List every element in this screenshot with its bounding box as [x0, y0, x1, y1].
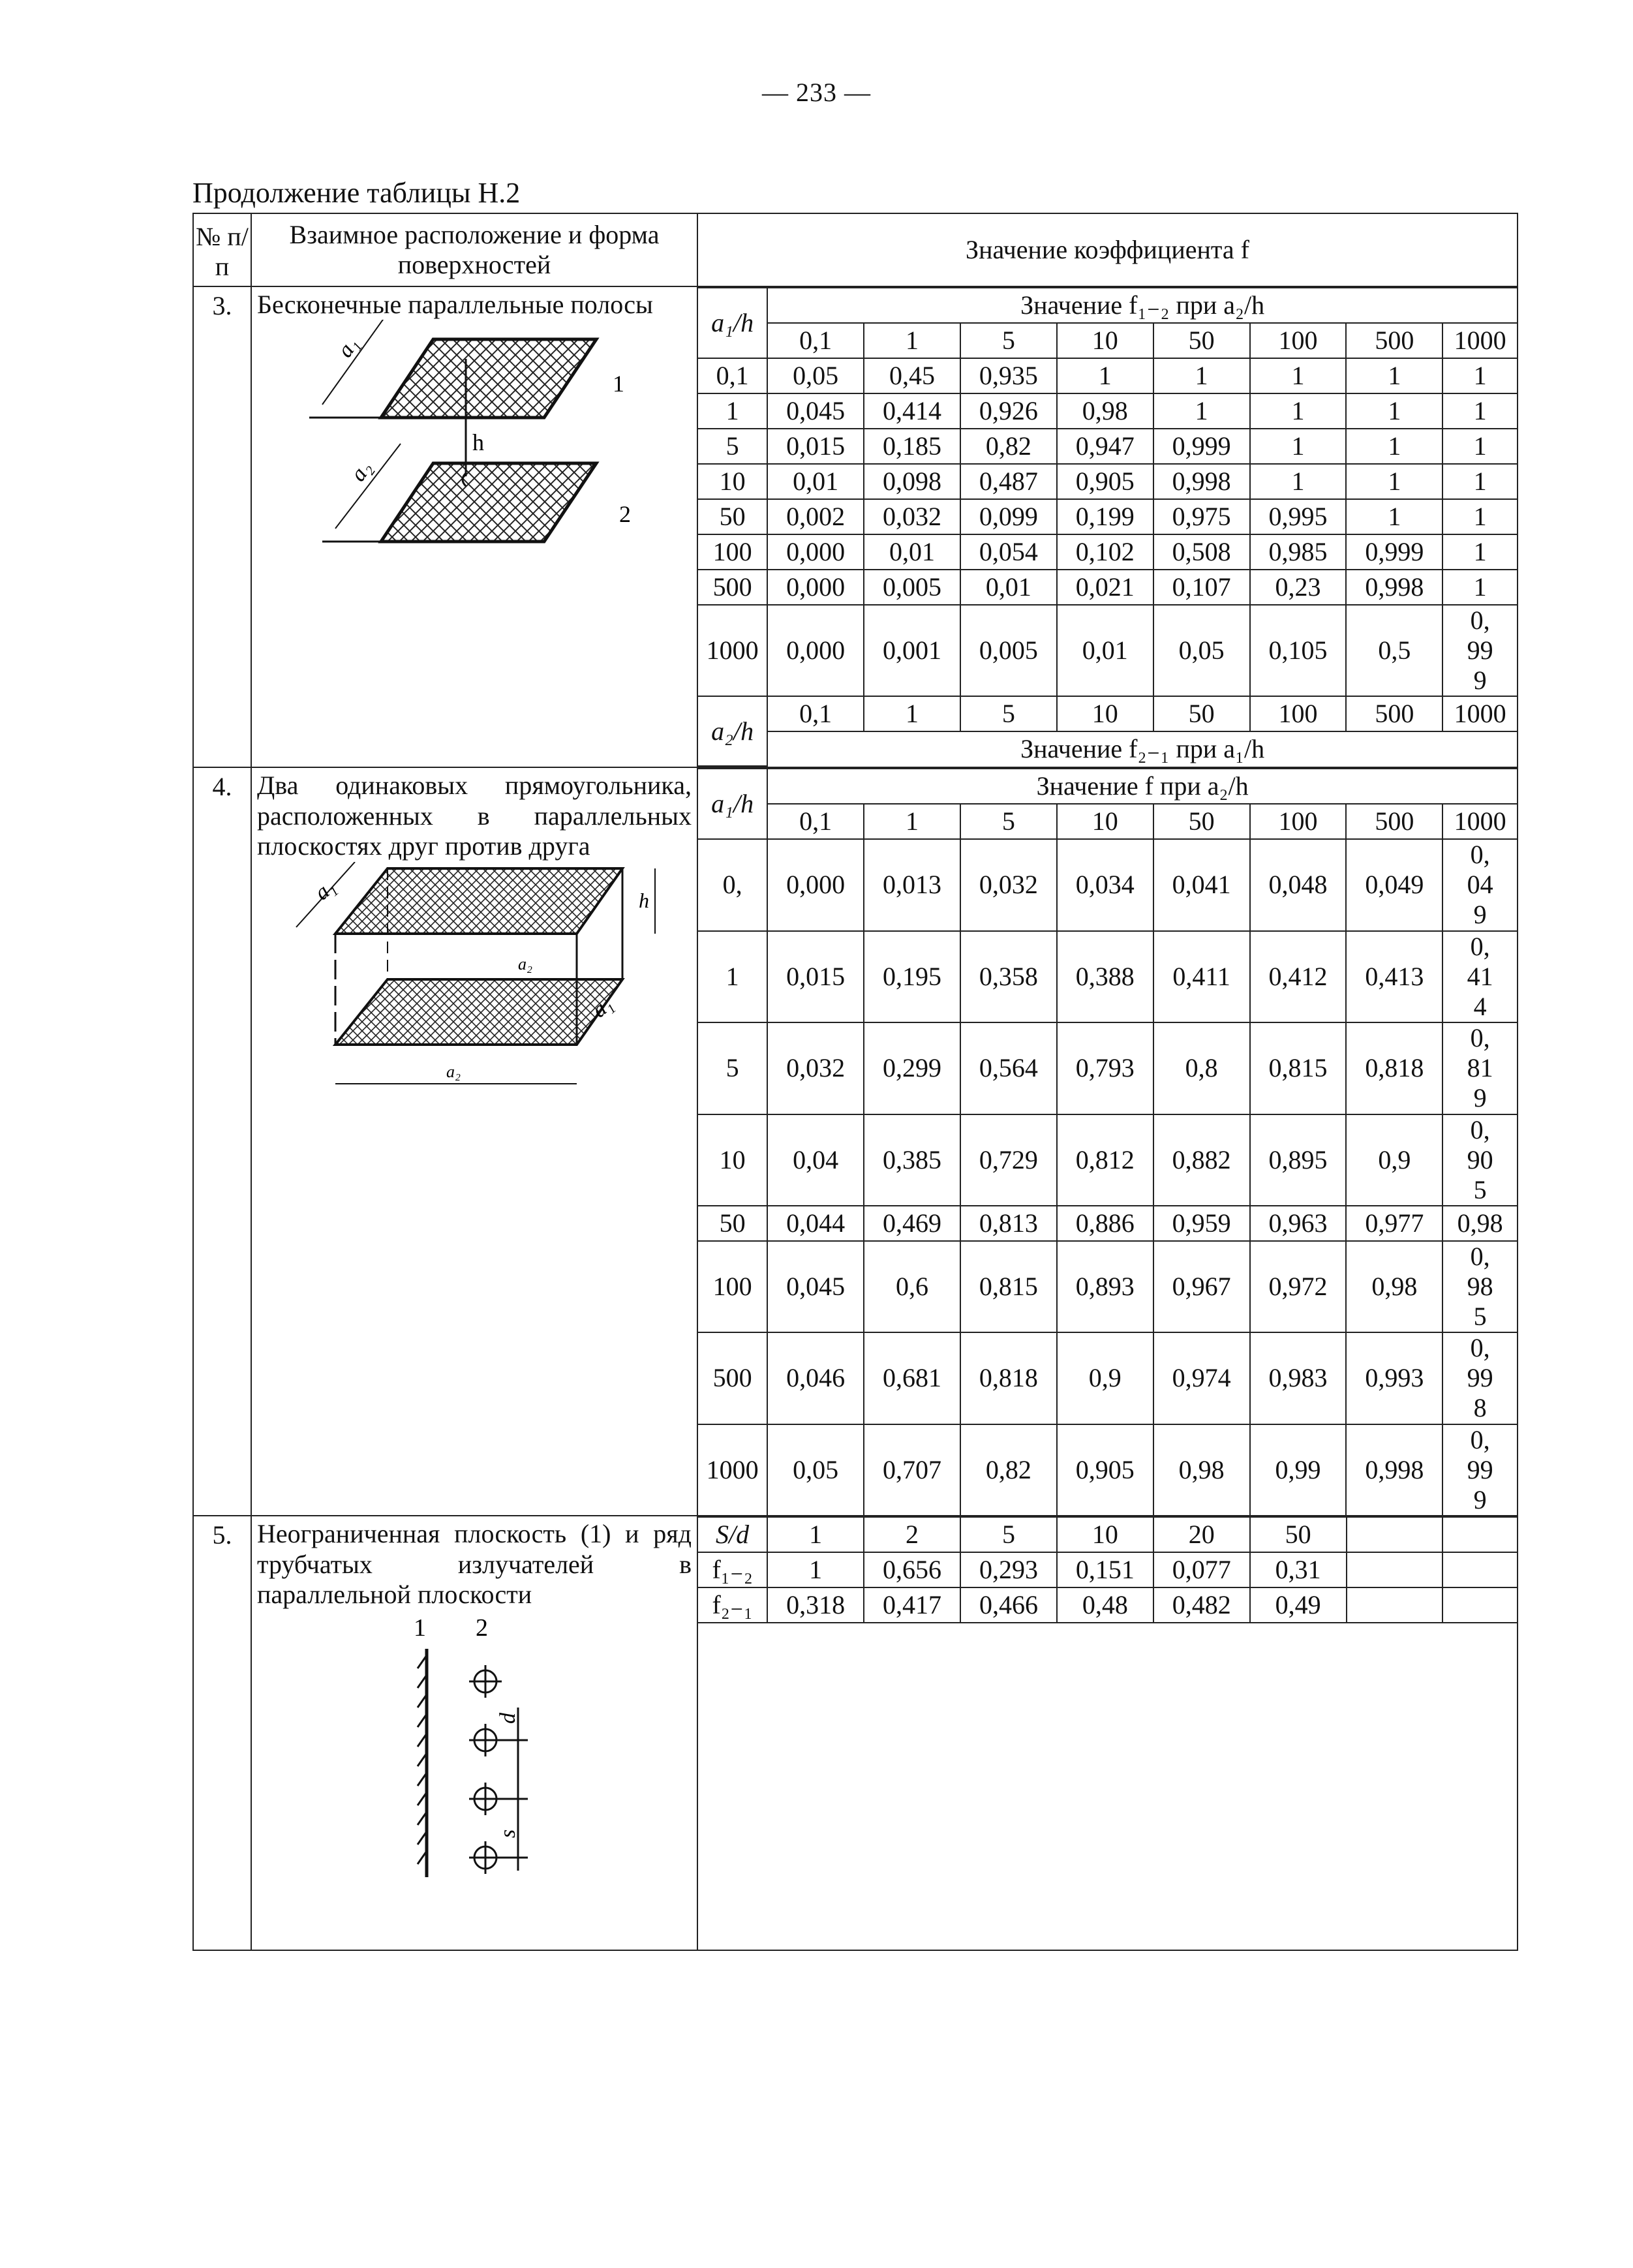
column-header: 100 — [1250, 323, 1347, 358]
table-row-3 — [193, 286, 1518, 767]
table-cell: 0,993 — [1346, 1332, 1442, 1424]
table-caption: Продолжение таблицы Н.2 — [192, 177, 521, 209]
figure-label-a2: a₂ — [346, 457, 377, 486]
table-cell: 0,000 — [767, 570, 864, 605]
table-cell: 0,385 — [864, 1114, 960, 1206]
table-cell: 1 — [1442, 464, 1517, 499]
table-cell: 0,9 — [1057, 1332, 1153, 1424]
table-cell: 0,107 — [1153, 570, 1250, 605]
row-number: 4. — [193, 767, 251, 1516]
table-cell: 0,9 — [1346, 1114, 1442, 1206]
column-header: 5 — [960, 323, 1057, 358]
table-cell: 0,886 — [1057, 1206, 1153, 1241]
table-cell: 0,021 — [1057, 570, 1153, 605]
table-cell: 0,999 — [1442, 1424, 1517, 1515]
row-header: 10 — [698, 1114, 767, 1206]
table-cell: 1 — [1153, 358, 1250, 393]
bottom-title-row — [698, 731, 1517, 766]
table-cell — [1347, 1517, 1443, 1552]
page-number: — 233 — — [762, 78, 871, 107]
table-cell: 0,034 — [1057, 839, 1153, 930]
figure-label-1: 1 — [613, 371, 624, 397]
table-cell: 0,959 — [1153, 1206, 1250, 1241]
table-cell: 0,813 — [960, 1206, 1057, 1241]
column-header: 100 — [1250, 696, 1347, 731]
table-cell: 0,013 — [864, 839, 960, 930]
table-cell: 0,999 — [1153, 429, 1250, 464]
table-cell — [1442, 1587, 1517, 1623]
table-cell: 0,977 — [1346, 1206, 1442, 1241]
axis-label: a₂/h — [698, 696, 767, 766]
table-cell: 0,98 — [1346, 1241, 1442, 1332]
table-row — [698, 605, 1517, 696]
table-cell: 0,6 — [864, 1241, 960, 1332]
table-cell: 0,000 — [767, 605, 864, 696]
table-cell: 0,998 — [1346, 1424, 1442, 1515]
table-cell: 0,82 — [960, 429, 1057, 464]
table-cell: 0,98 — [1057, 393, 1153, 429]
table-cell: 0,31 — [1250, 1552, 1347, 1587]
table-cell: 1 — [1057, 358, 1153, 393]
description-text: Бесконечные параллельные полосы — [257, 290, 653, 319]
table-cell: 0,818 — [1346, 1022, 1442, 1114]
table-cell: 1 — [1442, 570, 1517, 605]
column-header: 1 — [864, 696, 960, 731]
table-cell: 1 — [1346, 429, 1442, 464]
table-cell: 0,656 — [864, 1552, 960, 1587]
table-cell: 0,002 — [767, 499, 864, 534]
figure-label-a1-side: a₁ — [587, 991, 618, 1022]
table-cell: 0,05 — [1153, 605, 1250, 696]
table-cell — [1347, 1552, 1443, 1587]
empty-row — [698, 1623, 1517, 1950]
row-values — [697, 286, 1518, 767]
main-table — [192, 213, 1518, 1951]
bottom-header-row — [698, 696, 1517, 731]
table-cell: 2 — [864, 1517, 960, 1552]
table-cell: 1 — [767, 1517, 864, 1552]
table-cell: 0,998 — [1153, 464, 1250, 499]
table-row — [698, 1552, 1517, 1587]
table-row — [698, 534, 1517, 570]
table-cell — [1442, 1517, 1517, 1552]
table-cell: 0,999 — [1442, 605, 1517, 696]
table-cell: 0,98 — [1153, 1424, 1250, 1515]
table-cell: 0,905 — [1442, 1114, 1517, 1206]
table-row — [698, 931, 1517, 1022]
table-cell: 0,358 — [960, 931, 1057, 1022]
column-header: 5 — [960, 696, 1057, 731]
table-row — [698, 499, 1517, 534]
table-cell: 0,466 — [960, 1587, 1057, 1623]
subtable-title: Значение f₂₋₁ при a₁/h — [767, 731, 1517, 766]
row-values — [697, 767, 1518, 1516]
row-header: 0, — [698, 839, 767, 930]
row-header: 5 — [698, 1022, 767, 1114]
table-cell: 0,469 — [864, 1206, 960, 1241]
header-num: № п/п — [193, 213, 251, 286]
table-cell: 0,099 — [960, 499, 1057, 534]
table-cell: 0,151 — [1057, 1552, 1153, 1587]
table-cell: 0,000 — [767, 534, 864, 570]
table-cell: 1 — [767, 1552, 864, 1587]
row-number: 3. — [193, 286, 251, 767]
table-cell: 1 — [1346, 464, 1442, 499]
table-cell: 0,812 — [1057, 1114, 1153, 1206]
table-cell: 1 — [1153, 393, 1250, 429]
table-cell: 0,508 — [1153, 534, 1250, 570]
table-cell: 0,985 — [1442, 1241, 1517, 1332]
table-cell: 0,935 — [960, 358, 1057, 393]
table-cell: 0,412 — [1250, 931, 1347, 1022]
table-cell: 0,963 — [1250, 1206, 1347, 1241]
row-header: 50 — [698, 499, 767, 534]
row-header: 1 — [698, 931, 767, 1022]
table-cell: 1 — [1442, 499, 1517, 534]
column-header: 1000 — [1442, 323, 1517, 358]
column-header: 50 — [1153, 804, 1250, 839]
header-row — [193, 213, 1518, 286]
table-cell: 0,681 — [864, 1332, 960, 1424]
figure-label-a2-mid: a₂ — [518, 954, 533, 973]
column-header: 5 — [960, 804, 1057, 839]
table-cell: 0,729 — [960, 1114, 1057, 1206]
table-cell: 0,388 — [1057, 931, 1153, 1022]
table-cell: 0,005 — [960, 605, 1057, 696]
table-cell: 0,185 — [864, 429, 960, 464]
table-cell: 0,947 — [1057, 429, 1153, 464]
description-text: Неограниченная плоскость (1) и ряд трубчатых излучателей в параллельной плоскости — [257, 1519, 692, 1609]
row-description — [251, 286, 697, 767]
table-cell: 0,98 — [1442, 1206, 1517, 1241]
figure-label-s: s — [496, 1830, 520, 1839]
table-cell: 0,000 — [767, 839, 864, 930]
table-cell — [1442, 1552, 1517, 1587]
table-cell: 0,819 — [1442, 1022, 1517, 1114]
table-cell: 0,99 — [1250, 1424, 1347, 1515]
values-table — [698, 287, 1517, 767]
table-cell: 0,999 — [1346, 534, 1442, 570]
figure-label-plane: 1 — [414, 1614, 426, 1642]
table-cell: 0,046 — [767, 1332, 864, 1424]
row-number: 5. — [193, 1516, 251, 1950]
figure-label-a1: a₁ — [333, 333, 364, 362]
table-cell: 0,001 — [864, 605, 960, 696]
table-cell: 0,895 — [1250, 1114, 1347, 1206]
table-cell: 1 — [1250, 464, 1347, 499]
axis-label: a₁/h — [698, 769, 767, 839]
table-cell: 0,032 — [767, 1022, 864, 1114]
row-header: 100 — [698, 1241, 767, 1332]
axis-label: a₁/h — [698, 288, 767, 358]
table-cell: 0,413 — [1346, 931, 1442, 1022]
row-header: 50 — [698, 1206, 767, 1241]
column-header: 500 — [1346, 804, 1442, 839]
figure-label-a1-top: a₁ — [310, 874, 341, 905]
table-cell: 0,707 — [864, 1424, 960, 1515]
table-cell: 0,049 — [1346, 839, 1442, 930]
table-row — [698, 1517, 1517, 1552]
table-cell: 0,045 — [767, 1241, 864, 1332]
row-header: 500 — [698, 1332, 767, 1424]
figure-label-tubes: 2 — [476, 1614, 488, 1642]
table-cell: 0,045 — [767, 393, 864, 429]
table-cell: 0,905 — [1057, 1424, 1153, 1515]
table-cell: 0,032 — [864, 499, 960, 534]
table-cell: 0,482 — [1153, 1587, 1250, 1623]
table-cell: 1 — [1250, 429, 1347, 464]
description-text: Два одинаковых прямоугольника, расположенных в параллельных плоскостях друг против друга — [257, 771, 692, 861]
table-row — [698, 1332, 1517, 1424]
table-cell: 0,926 — [960, 393, 1057, 429]
row-header: 1000 — [698, 605, 767, 696]
figure-label-2: 2 — [619, 501, 631, 528]
table-cell: 20 — [1153, 1517, 1250, 1552]
table-row — [698, 1114, 1517, 1206]
column-header: 10 — [1057, 323, 1153, 358]
table-cell: 0,985 — [1250, 534, 1347, 570]
table-cell: 0,49 — [1250, 1587, 1347, 1623]
table-cell: 0,01 — [767, 464, 864, 499]
figure-label-h: h — [472, 429, 484, 456]
table-cell: 0,414 — [1442, 931, 1517, 1022]
table-cell: 1 — [1250, 358, 1347, 393]
table-row — [698, 1587, 1517, 1623]
table-cell: 0,015 — [767, 931, 864, 1022]
table-row — [698, 464, 1517, 499]
table-row — [698, 1206, 1517, 1241]
table-cell: 10 — [1057, 1517, 1153, 1552]
table-cell: 0,995 — [1250, 499, 1347, 534]
table-cell: 0,998 — [1346, 570, 1442, 605]
table-cell: 1 — [1346, 393, 1442, 429]
table-cell: 0,893 — [1057, 1241, 1153, 1332]
table-cell: 1 — [1250, 393, 1347, 429]
column-header: 10 — [1057, 804, 1153, 839]
column-header: 500 — [1346, 323, 1442, 358]
table-cell: 0,815 — [960, 1241, 1057, 1332]
table-cell: 0,975 — [1153, 499, 1250, 534]
table-cell: 0,04 — [767, 1114, 864, 1206]
column-header: 1000 — [1442, 696, 1517, 731]
row-description — [251, 1516, 697, 1950]
table-cell: 0,8 — [1153, 1022, 1250, 1114]
table-cell: 1 — [1442, 393, 1517, 429]
table-cell: 0,882 — [1153, 1114, 1250, 1206]
row-header: 5 — [698, 429, 767, 464]
table-row — [698, 839, 1517, 930]
empty-area — [698, 1623, 1517, 1950]
table-cell: 0,032 — [960, 839, 1057, 930]
column-headers — [698, 323, 1517, 358]
column-header: 100 — [1250, 804, 1347, 839]
table-cell: 0,998 — [1442, 1332, 1517, 1424]
row-header: 0,1 — [698, 358, 767, 393]
table-cell: 5 — [960, 1517, 1057, 1552]
table-cell: 0,318 — [767, 1587, 864, 1623]
table-cell: 0,23 — [1250, 570, 1347, 605]
table-row — [698, 358, 1517, 393]
column-headers — [698, 804, 1517, 839]
tube-emitters-figure — [257, 1610, 675, 1884]
table-row-4 — [193, 767, 1518, 1516]
row-header: f₁₋₂ — [698, 1552, 767, 1587]
table-cell: 0,564 — [960, 1022, 1057, 1114]
parallel-rectangles-figure — [257, 862, 675, 1097]
table-cell: 0,054 — [960, 534, 1057, 570]
table-cell — [1347, 1587, 1443, 1623]
row-header: 100 — [698, 534, 767, 570]
table-cell: 0,01 — [864, 534, 960, 570]
table-cell: 1 — [1442, 358, 1517, 393]
header-value: Значение коэффициента f — [697, 213, 1518, 286]
table-cell: 0,044 — [767, 1206, 864, 1241]
table-row — [698, 1022, 1517, 1114]
table-cell: 0,293 — [960, 1552, 1057, 1587]
table-cell: 0,01 — [1057, 605, 1153, 696]
table-cell: 0,098 — [864, 464, 960, 499]
table-cell: 0,048 — [1250, 839, 1347, 930]
table-cell: 1 — [1442, 429, 1517, 464]
table-cell: 0,974 — [1153, 1332, 1250, 1424]
column-header: 50 — [1153, 696, 1250, 731]
subtable-title: Значение f при a₂/h — [767, 769, 1517, 804]
column-header: 0,1 — [767, 323, 864, 358]
figure-label-a2-bottom: a₂ — [446, 1062, 461, 1081]
column-header: 500 — [1346, 696, 1442, 731]
table-cell: 0,48 — [1057, 1587, 1153, 1623]
row-values — [697, 1516, 1518, 1950]
table-cell: 0,199 — [1057, 499, 1153, 534]
figure-label-h: h — [639, 888, 649, 912]
table-row — [698, 429, 1517, 464]
table-cell: 0,414 — [864, 393, 960, 429]
table-cell: 0,983 — [1250, 1332, 1347, 1424]
inner-header-row — [698, 769, 1517, 804]
row-description — [251, 767, 697, 1516]
values-table — [698, 768, 1517, 1515]
table-cell: 0,815 — [1250, 1022, 1347, 1114]
table-row — [698, 1424, 1517, 1515]
table-cell: 0,05 — [767, 358, 864, 393]
table-cell: 1 — [1346, 499, 1442, 534]
table-cell: 0,299 — [864, 1022, 960, 1114]
column-header: 1 — [864, 323, 960, 358]
row-header: 1 — [698, 393, 767, 429]
table-cell: 0,049 — [1442, 839, 1517, 930]
table-row — [698, 393, 1517, 429]
table-cell: 0,01 — [960, 570, 1057, 605]
table-cell: 0,818 — [960, 1332, 1057, 1424]
table-cell: 0,45 — [864, 358, 960, 393]
table-cell: 0,82 — [960, 1424, 1057, 1515]
table-cell: 0,05 — [767, 1424, 864, 1515]
table-cell: 0,015 — [767, 429, 864, 464]
table-cell: 0,5 — [1346, 605, 1442, 696]
row-header: 1000 — [698, 1424, 767, 1515]
column-header: 10 — [1057, 696, 1153, 731]
row-header: f₂₋₁ — [698, 1587, 767, 1623]
row-header: 500 — [698, 570, 767, 605]
table-cell: 0,102 — [1057, 534, 1153, 570]
table-cell: 50 — [1250, 1517, 1347, 1552]
table-cell: 0,105 — [1250, 605, 1347, 696]
table-cell: 0,041 — [1153, 839, 1250, 930]
row-header: 10 — [698, 464, 767, 499]
column-header: 1000 — [1442, 804, 1517, 839]
table-cell: 0,417 — [864, 1587, 960, 1623]
table-cell: 0,487 — [960, 464, 1057, 499]
table-cell: 1 — [1346, 358, 1442, 393]
column-header: 0,1 — [767, 696, 864, 731]
table-cell: 0,793 — [1057, 1022, 1153, 1114]
header-desc: Взаимное расположение и форма поверхностей — [251, 213, 697, 286]
table-cell: 0,005 — [864, 570, 960, 605]
table-row — [698, 1241, 1517, 1332]
inner-header-row — [698, 288, 1517, 323]
column-header: 0,1 — [767, 804, 864, 839]
table-cell: 1 — [1442, 534, 1517, 570]
parallel-strips-figure — [257, 320, 649, 568]
column-header: 50 — [1153, 323, 1250, 358]
subtable-title: Значение f₁₋₂ при a₂/h — [767, 288, 1517, 323]
values-table — [698, 1516, 1517, 1950]
table-cell: 0,077 — [1153, 1552, 1250, 1587]
table-cell: 0,905 — [1057, 464, 1153, 499]
figure-label-d: d — [496, 1713, 520, 1724]
table-cell: 0,972 — [1250, 1241, 1347, 1332]
table-cell: 0,195 — [864, 931, 960, 1022]
table-cell: 0,411 — [1153, 931, 1250, 1022]
table-row — [698, 570, 1517, 605]
column-header: 1 — [864, 804, 960, 839]
table-cell: 0,967 — [1153, 1241, 1250, 1332]
table-row-5 — [193, 1516, 1518, 1950]
row-header: S/d — [698, 1517, 767, 1552]
